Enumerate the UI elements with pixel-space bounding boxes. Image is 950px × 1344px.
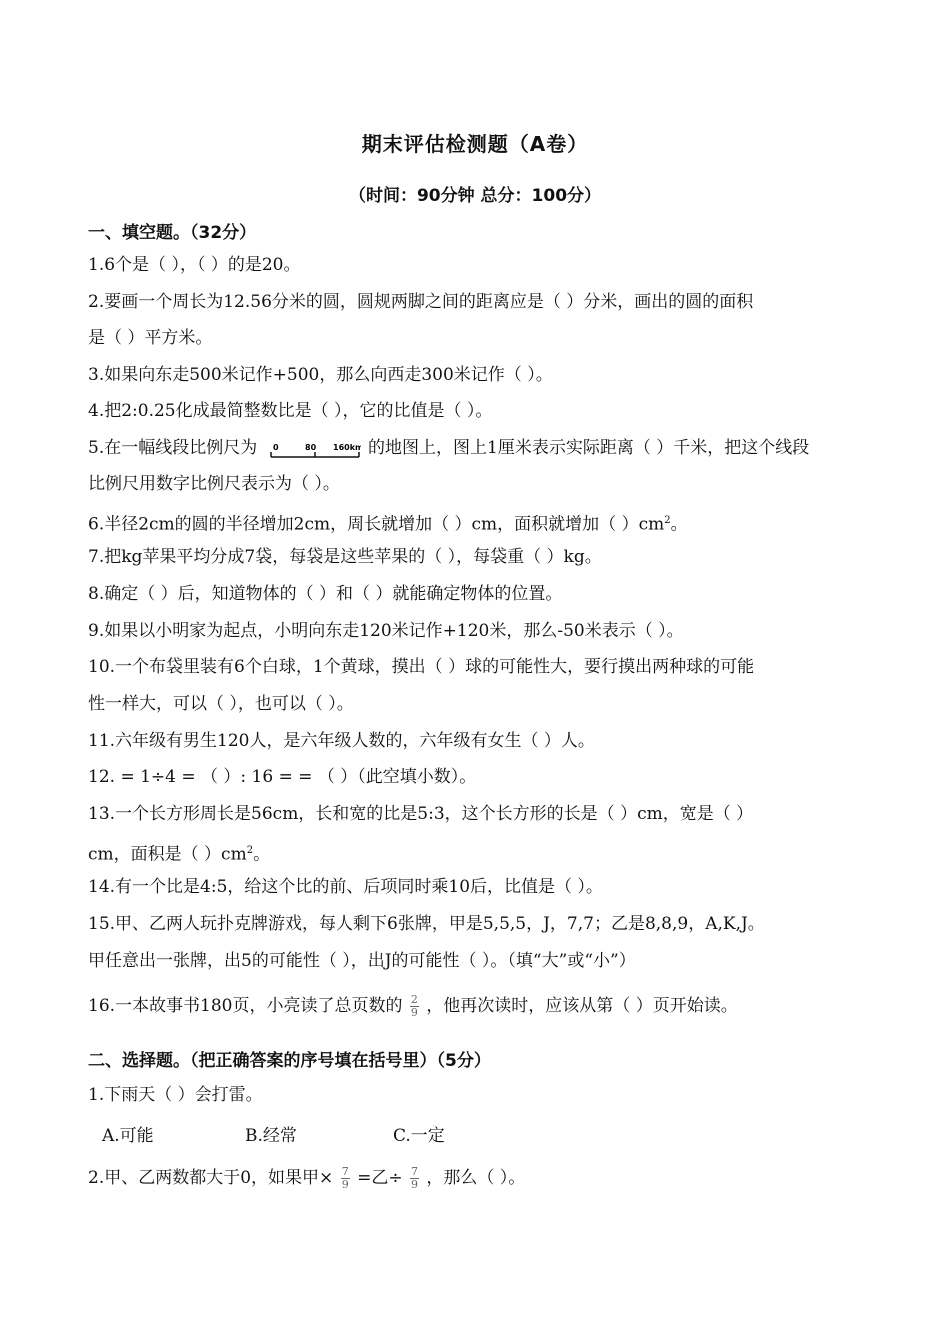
question-13-text: cm，面积是（ ）cm — [88, 844, 247, 865]
choice-2-text-middle: =乙÷ — [357, 1168, 403, 1188]
fraction-numerator: 2 — [410, 993, 418, 1006]
scale-bar-label-80: 80 — [304, 442, 316, 452]
fraction-numerator: 7 — [411, 1165, 418, 1178]
question-7: 7.把kg苹果平均分成7袋，每袋是这些苹果的（ ），每袋重（ ）kg。 — [88, 547, 602, 567]
fraction-seven-ninths-1 — [341, 1166, 350, 1191]
question-6 — [88, 509, 688, 537]
question-12: 12. = 1÷4 = （ ）: 16 = = （ ）（此空填小数）。 — [88, 767, 477, 787]
fraction-denominator: 9 — [341, 1178, 349, 1191]
choice-2-text-after: ，那么（ ）。 — [426, 1168, 526, 1188]
choice-2-text-before: 2.甲、乙两数都大于0，如果甲× — [88, 1168, 334, 1188]
choice-1-option-b: B.经常 — [245, 1126, 297, 1146]
section-heading-choice: 二、选择题。（把正确答案的序号填在括号里）（5分） — [88, 1051, 491, 1071]
question-4: 4.把2:0.25化成最简整数比是（ ），它的比值是（ ）。 — [88, 401, 493, 421]
question-13-superscript: 2 — [246, 845, 254, 856]
scale-bar-label-0: 0 — [272, 442, 279, 452]
question-10-line-2: 性一样大，可以（ ），也可以（ ）。 — [88, 694, 354, 714]
question-1: 1.6个是（ ），（ ）的是20。 — [88, 255, 301, 275]
question-16-text-before: 16.一本故事书180页，小亮读了总页数的 — [88, 996, 403, 1016]
choice-question-2 — [88, 1166, 525, 1191]
choice-1-option-c: C.一定 — [393, 1126, 445, 1146]
question-2-line-1: 2.要画一个周长为12.56分米的圆，圆规两脚之间的距离应是（ ）分米，画出的圆的面积 — [88, 292, 754, 312]
question-9: 9.如果以小明家为起点，小明向东走120米记作+120米，那么-50米表示（ ）。 — [88, 621, 684, 641]
fraction-denominator: 9 — [410, 1006, 418, 1019]
question-5-line-2: 比例尺用数字比例尺表示为（ ）。 — [88, 474, 340, 494]
question-6-end: 。 — [670, 514, 688, 535]
question-13-end: 。 — [253, 844, 271, 865]
question-13-line-2 — [88, 839, 270, 867]
question-3: 3.如果向东走500米记作+500，那么向西走300米记作（ ）。 — [88, 365, 553, 385]
question-6-superscript: 2 — [664, 515, 671, 526]
fraction-two-ninths — [410, 994, 419, 1019]
choice-1-option-a: A.可能 — [102, 1126, 154, 1146]
scale-bar — [265, 437, 361, 461]
question-8: 8.确定（ ）后，知道物体的（ ）和（ ）就能确定物体的位置。 — [88, 584, 563, 604]
question-16 — [88, 994, 738, 1019]
scale-bar-label-160km: 160km — [332, 442, 361, 452]
question-13-line-1: 13.一个长方形周长是56cm，长和宽的比是5:3，这个长方形的长是（ ）cm，宽是（ ） — [88, 804, 754, 824]
question-15-line-2: 甲任意出一张牌，出5的可能性（ ），出J的可能性（ ）。（填“大”或“小”） — [88, 951, 636, 971]
fraction-seven-ninths-2 — [410, 1166, 419, 1191]
question-15-line-1: 15.甲、乙两人玩扑克牌游戏，每人剩下6张牌，甲是5,5,5，J，7,7；乙是8,8,9，A,K,J。 — [88, 914, 765, 934]
question-5-text-before: 5.在一幅线段比例尺为 — [88, 438, 258, 458]
question-11: 11.六年级有男生120人，是六年级人数的，六年级有女生（ ）人。 — [88, 731, 595, 751]
question-5-line-1 — [88, 436, 809, 461]
fraction-numerator: 7 — [341, 1165, 349, 1178]
scale-bar-graphic — [265, 437, 361, 461]
question-10-line-1: 10.一个布袋里装有6个白球，1个黄球，摸出（ ）球的可能性大，要行摸出两种球的可能 — [88, 657, 755, 677]
question-2-line-2: 是（ ）平方米。 — [88, 328, 213, 348]
fraction-denominator: 9 — [411, 1178, 418, 1191]
question-6-text: 6.半径2cm的圆的半径增加2cm，周长就增加（ ）cm，面积就增加（ ）cm — [88, 514, 665, 535]
page-subtitle: （时间：90分钟 总分：100分） — [348, 186, 602, 206]
choice-question-1: 1.下雨天（ ）会打雷。 — [88, 1085, 263, 1105]
question-16-text-after: ，他再次读时，应该从第（ ）页开始读。 — [426, 996, 738, 1016]
page-title: 期末评估检测题（A卷） — [361, 132, 589, 156]
section-heading-fill-in: 一、填空题。（32分） — [88, 223, 257, 243]
question-5-text-after: 的地图上，图上1厘米表示实际距离（ ）千米，把这个线段 — [368, 438, 810, 458]
question-14: 14.有一个比是4:5，给这个比的前、后项同时乘10后，比值是（ ）。 — [88, 877, 603, 897]
